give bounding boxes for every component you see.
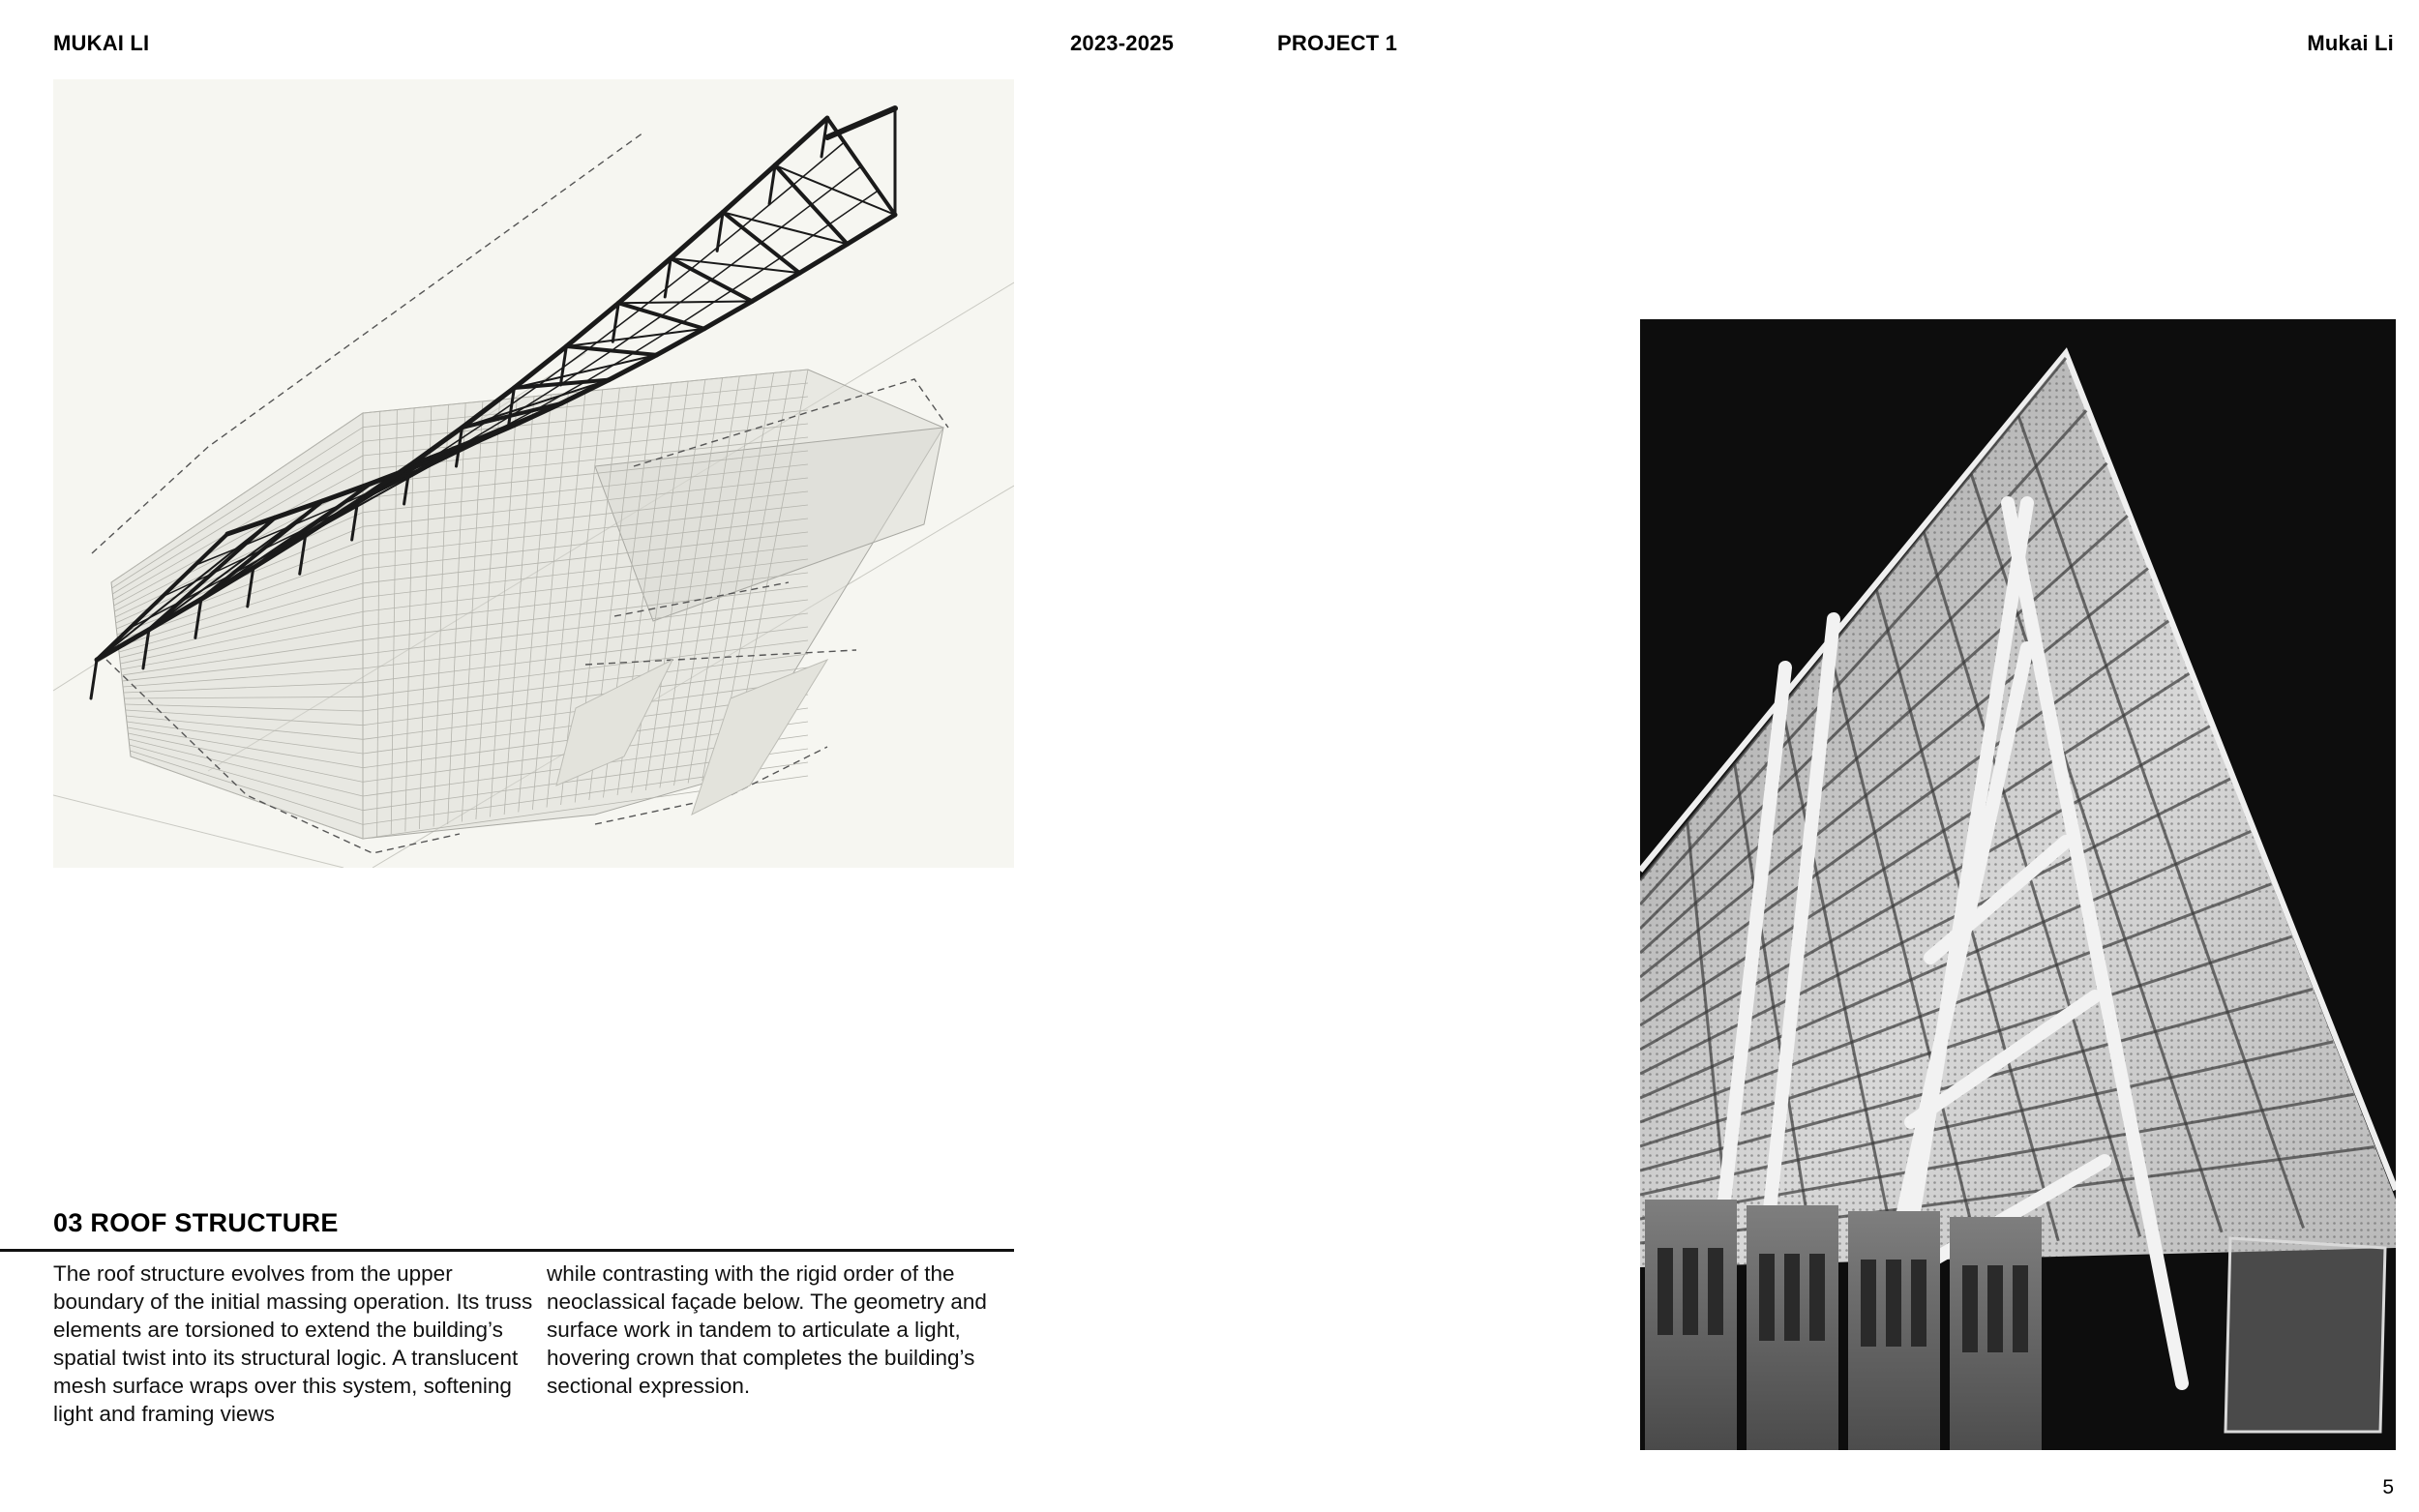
body-text-column-2: while contrasting with the rigid order of the neoclassical façade below. The geometry and surface work in tandem to articulate a light, hovering crown that completes the building’s sectional expression. [547,1261,987,1398]
author-header-left: MUKAI LI [53,31,150,55]
section-divider [0,1249,1014,1252]
axonometric-svg [53,79,1014,868]
author-header-right: Mukai Li [2307,31,2394,55]
page-number: 5 [2382,1476,2394,1498]
years-header: 2023-2025 [1070,31,1175,55]
body-text-column-1: The roof structure evolves from the upper boundary of the initial massing operation. Its truss elements are torsioned to extend the building’s spatial twist into its structural logic. A translucent mesh surface wraps over this system, softening light and framing views [53,1261,533,1426]
project-header: PROJECT 1 [1277,31,1398,55]
roof-model-photograph [1640,319,2396,1450]
model-photo-svg [1640,319,2396,1450]
roof-structure-axonometric-drawing [53,79,1014,868]
section-title: 03 ROOF STRUCTURE [53,1208,339,1237]
